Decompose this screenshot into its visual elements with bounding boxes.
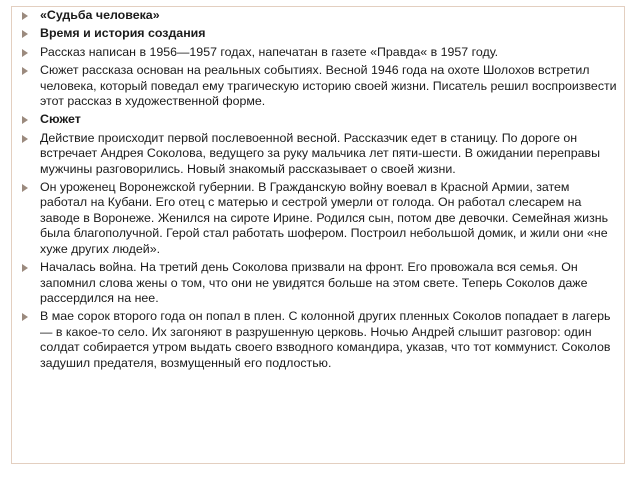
bullet-text: Сюжет (40, 112, 81, 127)
bullet-item (20, 112, 618, 127)
bullet-item (20, 260, 618, 306)
bullet-text: Началась война. На третий день Соколова призвали на фронт. Его провожала вся семья. Он запомнил слова жены о том, что они не увидятся больше на этом свете. Теперь Соколов даже рассердился на нее. (40, 260, 588, 305)
bullet-item (20, 131, 618, 177)
bullet-arrow-icon (22, 264, 28, 272)
bullet-arrow-icon (22, 12, 28, 20)
bullet-item (20, 63, 618, 109)
bullet-item (20, 45, 618, 60)
bullet-arrow-icon (22, 67, 28, 75)
bullet-arrow-icon (22, 49, 28, 57)
bullet-item (20, 8, 618, 23)
bullet-arrow-icon (22, 30, 28, 38)
bullet-text: Время и история создания (40, 26, 206, 41)
bullet-arrow-icon (22, 184, 28, 192)
bullet-arrow-icon (22, 116, 28, 124)
bullet-list (20, 8, 618, 374)
bullet-text: «Судьба человека» (40, 8, 160, 22)
bullet-text: Он уроженец Воронежской губернии. В Гражданскую войну воевал в Красной Армии, затем работал на Кубани. Его отец с матерью и сестрой умерли от голода. Он работал слесарем на заводе в Воронеже. Женился на сироте Ирине. Родился сын, потом две девочки. Семейная жизнь была благополучной. Герой стал работать шофером. Построил небольшой домик, и жили они «не хуже других людей». (40, 180, 609, 256)
bullet-item (20, 309, 618, 371)
bullet-text: Сюжет рассказа основан на реальных событиях. Весной 1946 года на охоте Шолохов встретил человека, который поведал ему трагическую историю своей жизни. Писатель решил воспроизвести этот рассказ в художественной форме. (40, 63, 617, 109)
bullet-text: В мае сорок второго года он попал в плен. С колонной других пленных Соколов попадает в лагерь — в какое-то село. Их загоняют в разрушенную церковь. Ночью Андрей слышит разговор: один солдат собирается утром выдать своего взводного командира, указав, что тот коммунист. Соколов задушил предателя, возмущенный его подлостью. (40, 309, 611, 370)
bullet-item (20, 180, 618, 257)
bullet-item (20, 26, 618, 41)
bullet-arrow-icon (22, 135, 28, 143)
bullet-text: Рассказ написан в 1956—1957 годах, напечатан в газете «Правда« в 1957 году. (40, 44, 499, 59)
bullet-arrow-icon (22, 313, 28, 321)
bullet-text: Действие происходит первой послевоенной весной. Рассказчик едет в станицу. По дороге он встречает Андрея Соколова, ведущего за руку мальчика лет пяти-шести. В ожидании переправы мужчины разговорились. Новый знакомый рассказывает о своей жизни. (40, 130, 600, 176)
